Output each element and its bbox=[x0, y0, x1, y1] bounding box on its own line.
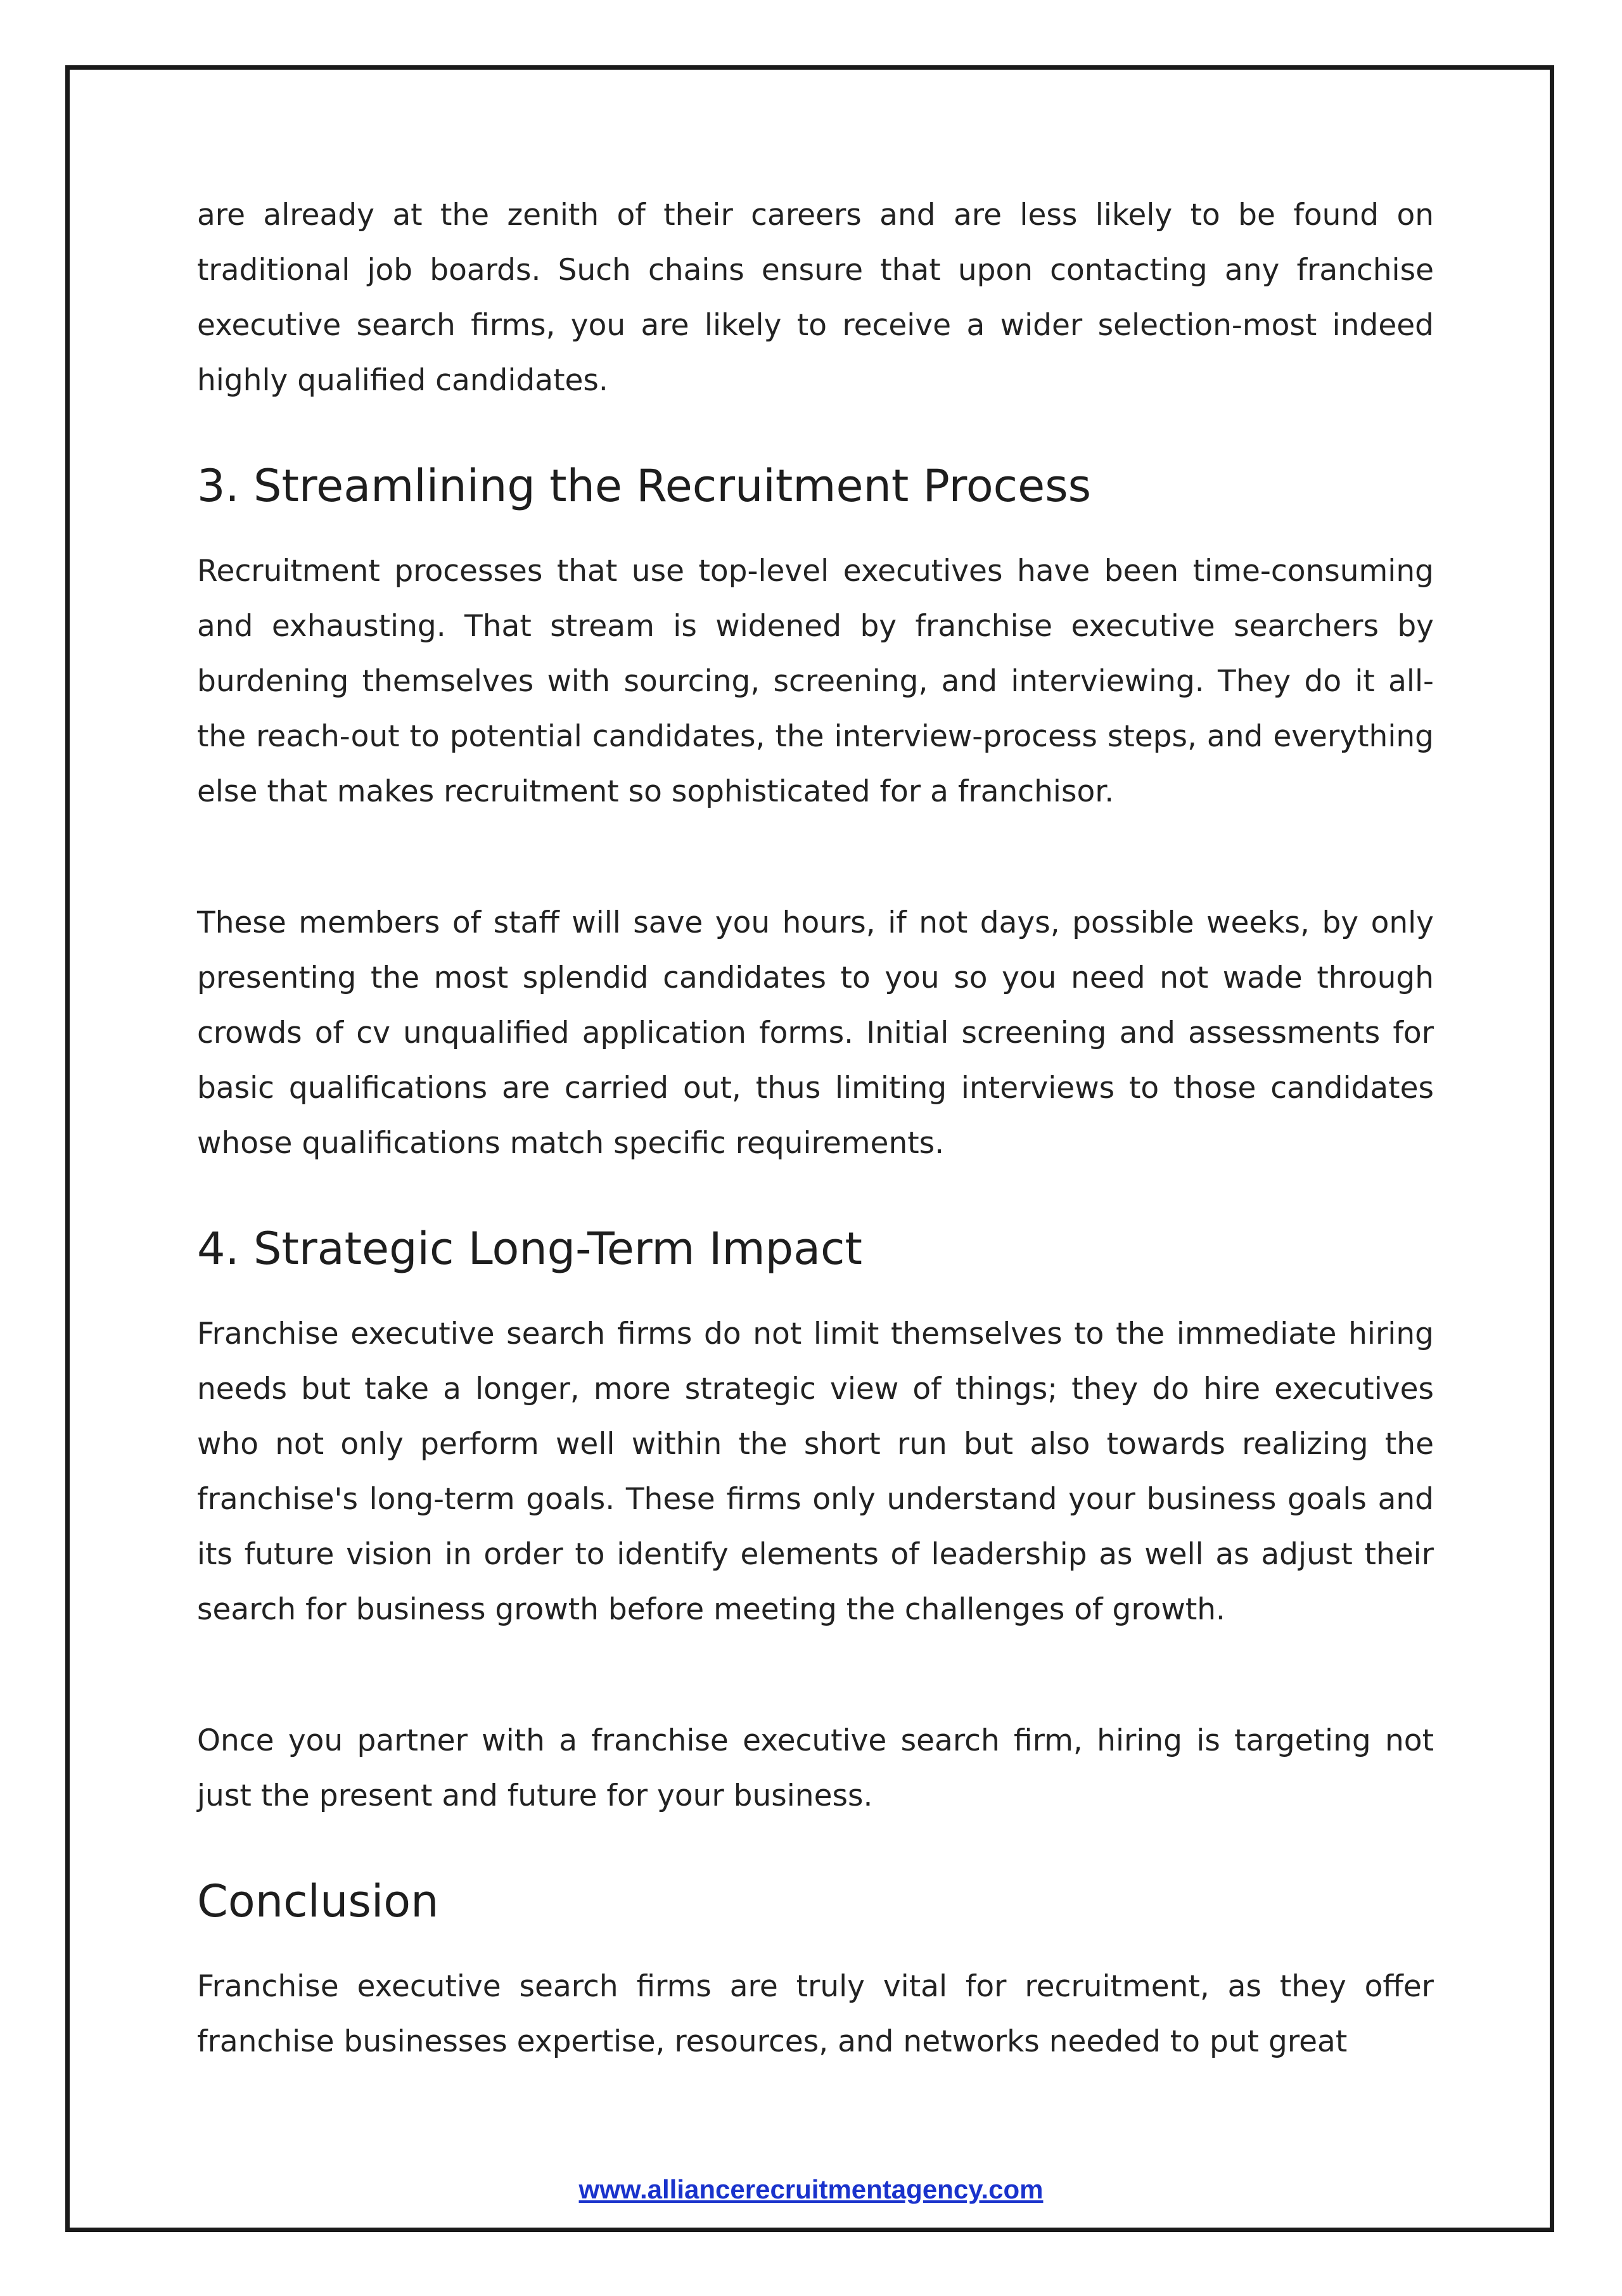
section-heading-4: 4. Strategic Long-Term Impact bbox=[197, 1223, 862, 1275]
section-heading-3: 3. Streamlining the Recruitment Process bbox=[197, 460, 1092, 512]
section-heading-conclusion: Conclusion bbox=[197, 1875, 439, 1927]
paragraph-strategic-2: Once you partner with a franchise executive search firm, hiring is targeting not just the present and future for your business. bbox=[197, 1723, 1434, 1813]
paragraph-streamlining-2: These members of staff will save you hours, if not days, possible weeks, by only presenting the most splendid candidates to you so you need not wade through crowds of cv unqualified application forms. Initial screening and assessments for basic qualifications are carried out, thus limiting interviews to those candidates whose qualifications match specific requirements. bbox=[197, 905, 1434, 1161]
footer-website-link[interactable]: www.alliancerecruitmentagency.com bbox=[578, 2174, 1044, 2204]
document-body bbox=[197, 188, 1434, 2069]
paragraph-conclusion: Franchise executive search firms are truly vital for recruitment, as they offer franchise businesses expertise, resources, and networks needed to put great bbox=[197, 1969, 1434, 2059]
paragraph-streamlining-1: Recruitment processes that use top-level executives have been time-consuming and exhausting. That stream is widened by franchise executive searchers by burdening themselves with sourcing, screening, and interviewing. They do it all-the reach-out to potential candidates, the interview-process steps, and everything else that makes recruitment so sophisticated for a franchisor. bbox=[197, 554, 1434, 809]
paragraph-intro: are already at the zenith of their careers and are less likely to be found on traditional job boards. Such chains ensure that upon contacting any franchise executive search firms, you are likely to receive a wider selection-most indeed highly qualified candidates. bbox=[197, 198, 1434, 398]
paragraph-strategic-1: Franchise executive search firms do not limit themselves to the immediate hiring needs but take a longer, more strategic view of things; they do hire executives who not only perform well within the short run but also towards realizing the franchise's long-term goals. These firms only understand your business goals and its future vision in order to identify elements of leadership as well as adjust their search for business growth before meeting the challenges of growth. bbox=[197, 1317, 1434, 1627]
